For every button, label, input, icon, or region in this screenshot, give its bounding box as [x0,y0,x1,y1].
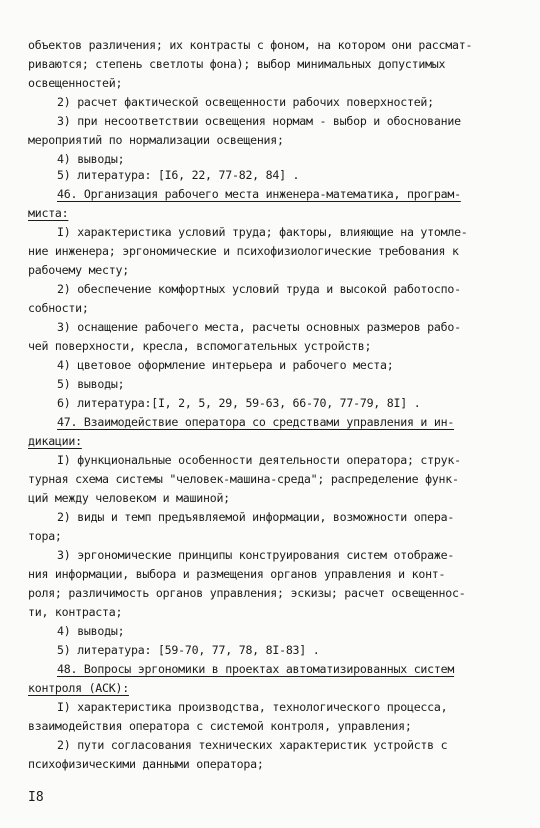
text-line: 3) оснащение рабочего места, расчеты основных размеров рабо- [57,320,461,334]
text-line: 3) эргономические принципы конструирования систем отображе- [57,548,455,562]
text-line: тора; [28,529,62,543]
text-line: I) функциональные особенности деятельности оператора; струк- [57,453,461,467]
text-line: ти, контраста; [28,605,123,619]
text-line: I) характеристика производства, технологического процесса, [57,700,448,714]
text-line: 4) выводы; [57,152,125,166]
text-line: 2) расчет фактической освещенности рабочих поверхностей; [57,95,434,109]
section-heading-48-cont: контроля (АСК): [28,681,129,695]
text-line: 3) при несоответствии освещения нормам - выбор и обоснование [57,114,461,128]
text-line: I) характеристика условий труда; факторы, влияющие на утомле- [57,225,468,239]
text-line: 4) цветовое оформление интерьера и рабочего места; [57,358,394,372]
text-line: турная схема системы "человек-машина-среда"; распределение функ- [28,472,459,486]
text-line: 6) литература:[I, 2, 5, 29, 59-63, 66-70, 77-79, 8I] . [57,396,421,410]
text-line: риваются; степень светлоты фона); выбор минимальных допустимых [28,57,446,71]
text-line: 5) литература: [59-70, 77, 78, 8I-83] . [57,643,320,657]
text-line: ций между человеком и машиной; [28,491,230,505]
text-line: 2) пути согласования технических характеристик устройств с [57,738,448,752]
text-line: объектов различения; их контрасты с фоном, на котором они рассмат- [28,38,473,52]
page-number: I8 [28,790,44,805]
section-heading-47: 47. Взаимодействие оператора со средствами управления и ин- [57,415,455,429]
text-line: 4) выводы; [57,624,125,638]
text-line: мероприятий по нормализации освещения; [28,133,284,147]
text-line: освещенностей; [28,76,123,90]
text-line: 2) виды и темп предъявляемой информации, возможности опера- [57,510,455,524]
text-line: 5) литература: [I6, 22, 77-82, 84] . [57,168,300,182]
text-line: ние инженера; эргономические и психофизиологические требования к [28,244,459,258]
section-heading-46-cont: миста: [28,206,69,220]
section-heading-47-cont: дикации: [28,434,82,448]
section-heading-48: 48. Вопросы эргономики в проектах автоматизированных систем [57,662,455,676]
text-line: чей поверхности, кресла, вспомогательных устройств; [28,339,372,353]
text-line: 2) обеспечение комфортных условий труда и высокой работоспо- [57,282,461,296]
text-line: роля; различимость органов управления; эскизы; расчет освещеннос- [28,586,466,600]
text-line: взаимодействия оператора с системой контроля, управления; [28,719,412,733]
text-line: психофизическими данными оператора; [28,757,264,771]
text-line: 5) выводы; [57,377,125,391]
text-line: ния информации, выбора и размещения органов управления и конт- [28,567,446,581]
section-heading-46: 46. Организация рабочего места инженера-математика, програм- [57,187,461,201]
text-line: рабочему месту; [28,263,129,277]
text-line: собности; [28,301,89,315]
